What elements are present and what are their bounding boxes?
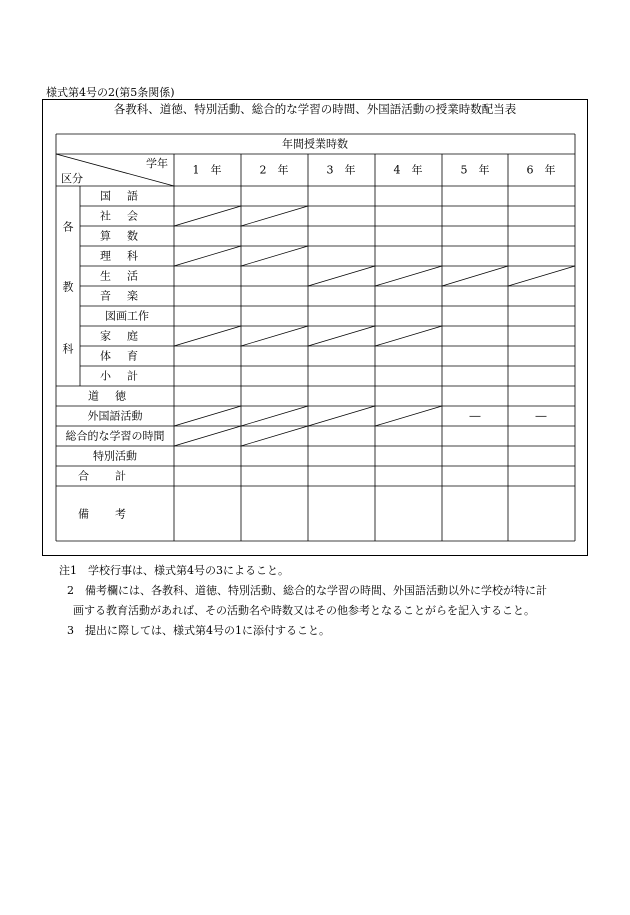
subject-seikatsu: 生活 bbox=[100, 269, 154, 283]
row-tokubetsu-katsudou: 特別活動 bbox=[93, 449, 137, 463]
row-doutoku: 道徳 bbox=[88, 389, 142, 403]
subject-shoukei: 小計 bbox=[100, 369, 154, 383]
subject-zuga-kousaku: 図画工作 bbox=[105, 309, 149, 323]
subject-shakai: 社会 bbox=[100, 209, 154, 223]
annual-hours-header: 年間授業時数 bbox=[282, 137, 348, 151]
grade-header-5: 5 年 bbox=[460, 163, 490, 177]
grade-header-2: 2 年 bbox=[259, 163, 289, 177]
corner-category-label: 区分 bbox=[61, 172, 83, 185]
gaikokugo-grade6-dash: ― bbox=[535, 409, 547, 423]
corner-grade-label: 学年 bbox=[146, 157, 168, 170]
document-title: 各教科、道徳、特別活動、総合的な学習の時間、外国語活動の授業時数配当表 bbox=[113, 102, 517, 116]
group-label-ka: 科 bbox=[62, 342, 74, 356]
note-2: 2 備考欄には、各教科、道徳、特別活動、総合的な学習の時間、外国語活動以外に学校が特に計 bbox=[67, 584, 547, 597]
row-gaikokugo-katsudou: 外国語活動 bbox=[87, 409, 143, 423]
group-label-kyou: 教 bbox=[62, 280, 74, 294]
note-1: 注1 学校行事は、様式第4号の3によること。 bbox=[59, 564, 289, 577]
gaikokugo-grade5-dash: ― bbox=[469, 409, 481, 423]
subject-ongaku: 音楽 bbox=[100, 289, 154, 303]
grade-header-3: 3 年 bbox=[326, 163, 356, 177]
subject-taiiku: 体育 bbox=[100, 349, 154, 363]
notes bbox=[59, 561, 547, 641]
subject-kokugo: 国語 bbox=[100, 189, 154, 203]
grade-header-4: 4 年 bbox=[393, 163, 423, 177]
subject-katei: 家庭 bbox=[100, 329, 154, 343]
grade-header-1: 1 年 bbox=[192, 163, 222, 177]
row-goukei: 合計 bbox=[78, 469, 152, 483]
subject-rika: 理科 bbox=[100, 249, 154, 263]
row-bikou: 備考 bbox=[78, 507, 152, 521]
note-3: 3 提出に際しては、様式第4号の1に添付すること。 bbox=[67, 624, 330, 637]
group-label-kaku: 各 bbox=[62, 220, 74, 234]
note-2-cont: 画する教育活動があれば、その活動名や時数又はその他参考となることがらを記入すること。 bbox=[73, 604, 535, 617]
subject-sansu: 算数 bbox=[100, 229, 154, 243]
row-sougouteki-gakushu: 総合的な学習の時間 bbox=[65, 429, 165, 443]
grade-header-6: 6 年 bbox=[526, 163, 556, 177]
form-number: 様式第4号の2(第5条関係) bbox=[46, 86, 175, 99]
